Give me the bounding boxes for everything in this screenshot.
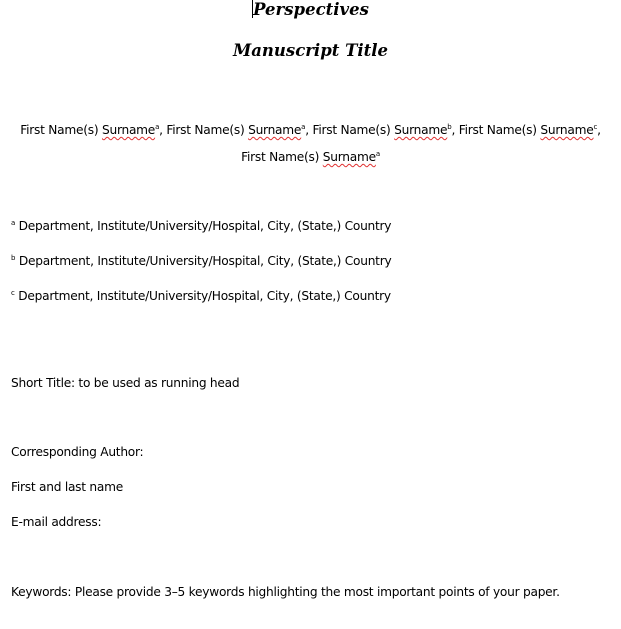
author-name-label[interactable]: First and last name — [11, 480, 123, 494]
author-affil-marker: a — [375, 150, 380, 158]
author-separator: , — [597, 123, 601, 137]
author-surname: Surname — [322, 150, 376, 164]
author-name: First Name(s) — [20, 123, 102, 137]
author-surname: Surname — [248, 123, 302, 137]
affiliation-marker: c — [11, 289, 15, 297]
affiliation-text: Department, Institute/University/Hospital, City, (State,) Country — [15, 254, 392, 268]
author-line-2[interactable] — [0, 149, 621, 165]
keywords-line[interactable]: Keywords: Please provide 3–5 keywords highlighting the most important points of your paper. — [11, 585, 560, 599]
short-title[interactable]: Short Title: to be used as running head — [11, 376, 240, 390]
affiliation-text: Department, Institute/University/Hospital, City, (State,) Country — [14, 289, 391, 303]
affiliation-c[interactable] — [11, 288, 391, 304]
affiliation-marker: b — [11, 254, 16, 262]
email-label[interactable]: E-mail address: — [11, 515, 102, 529]
affiliation-a[interactable] — [11, 218, 391, 234]
author-name: First Name(s) — [241, 150, 323, 164]
author-separator: , — [451, 123, 459, 137]
author-affil-marker: a — [301, 123, 306, 131]
author-affil-marker: b — [447, 123, 452, 131]
author-name: First Name(s) — [166, 123, 249, 137]
author-affil-marker: c — [593, 123, 598, 131]
author-affil-marker: a — [155, 123, 160, 131]
journal-title-text: Perspectives — [253, 0, 369, 19]
author-name: First Name(s) — [312, 123, 395, 137]
affiliation-b[interactable] — [11, 253, 391, 269]
author-separator: , — [305, 123, 313, 137]
author-line-1[interactable] — [0, 122, 621, 138]
affiliation-marker: a — [11, 219, 16, 227]
author-name: First Name(s) — [458, 123, 541, 137]
author-surname: Surname — [101, 123, 156, 137]
corresponding-author-label[interactable]: Corresponding Author: — [11, 445, 144, 459]
author-surname: Surname — [394, 123, 448, 137]
author-separator: , — [159, 123, 167, 137]
affiliation-text: Department, Institute/University/Hospital, City, (State,) Country — [15, 219, 392, 233]
author-surname: Surname — [540, 123, 594, 137]
manuscript-title[interactable]: Manuscript Title — [232, 41, 389, 60]
journal-title[interactable] — [0, 0, 621, 20]
